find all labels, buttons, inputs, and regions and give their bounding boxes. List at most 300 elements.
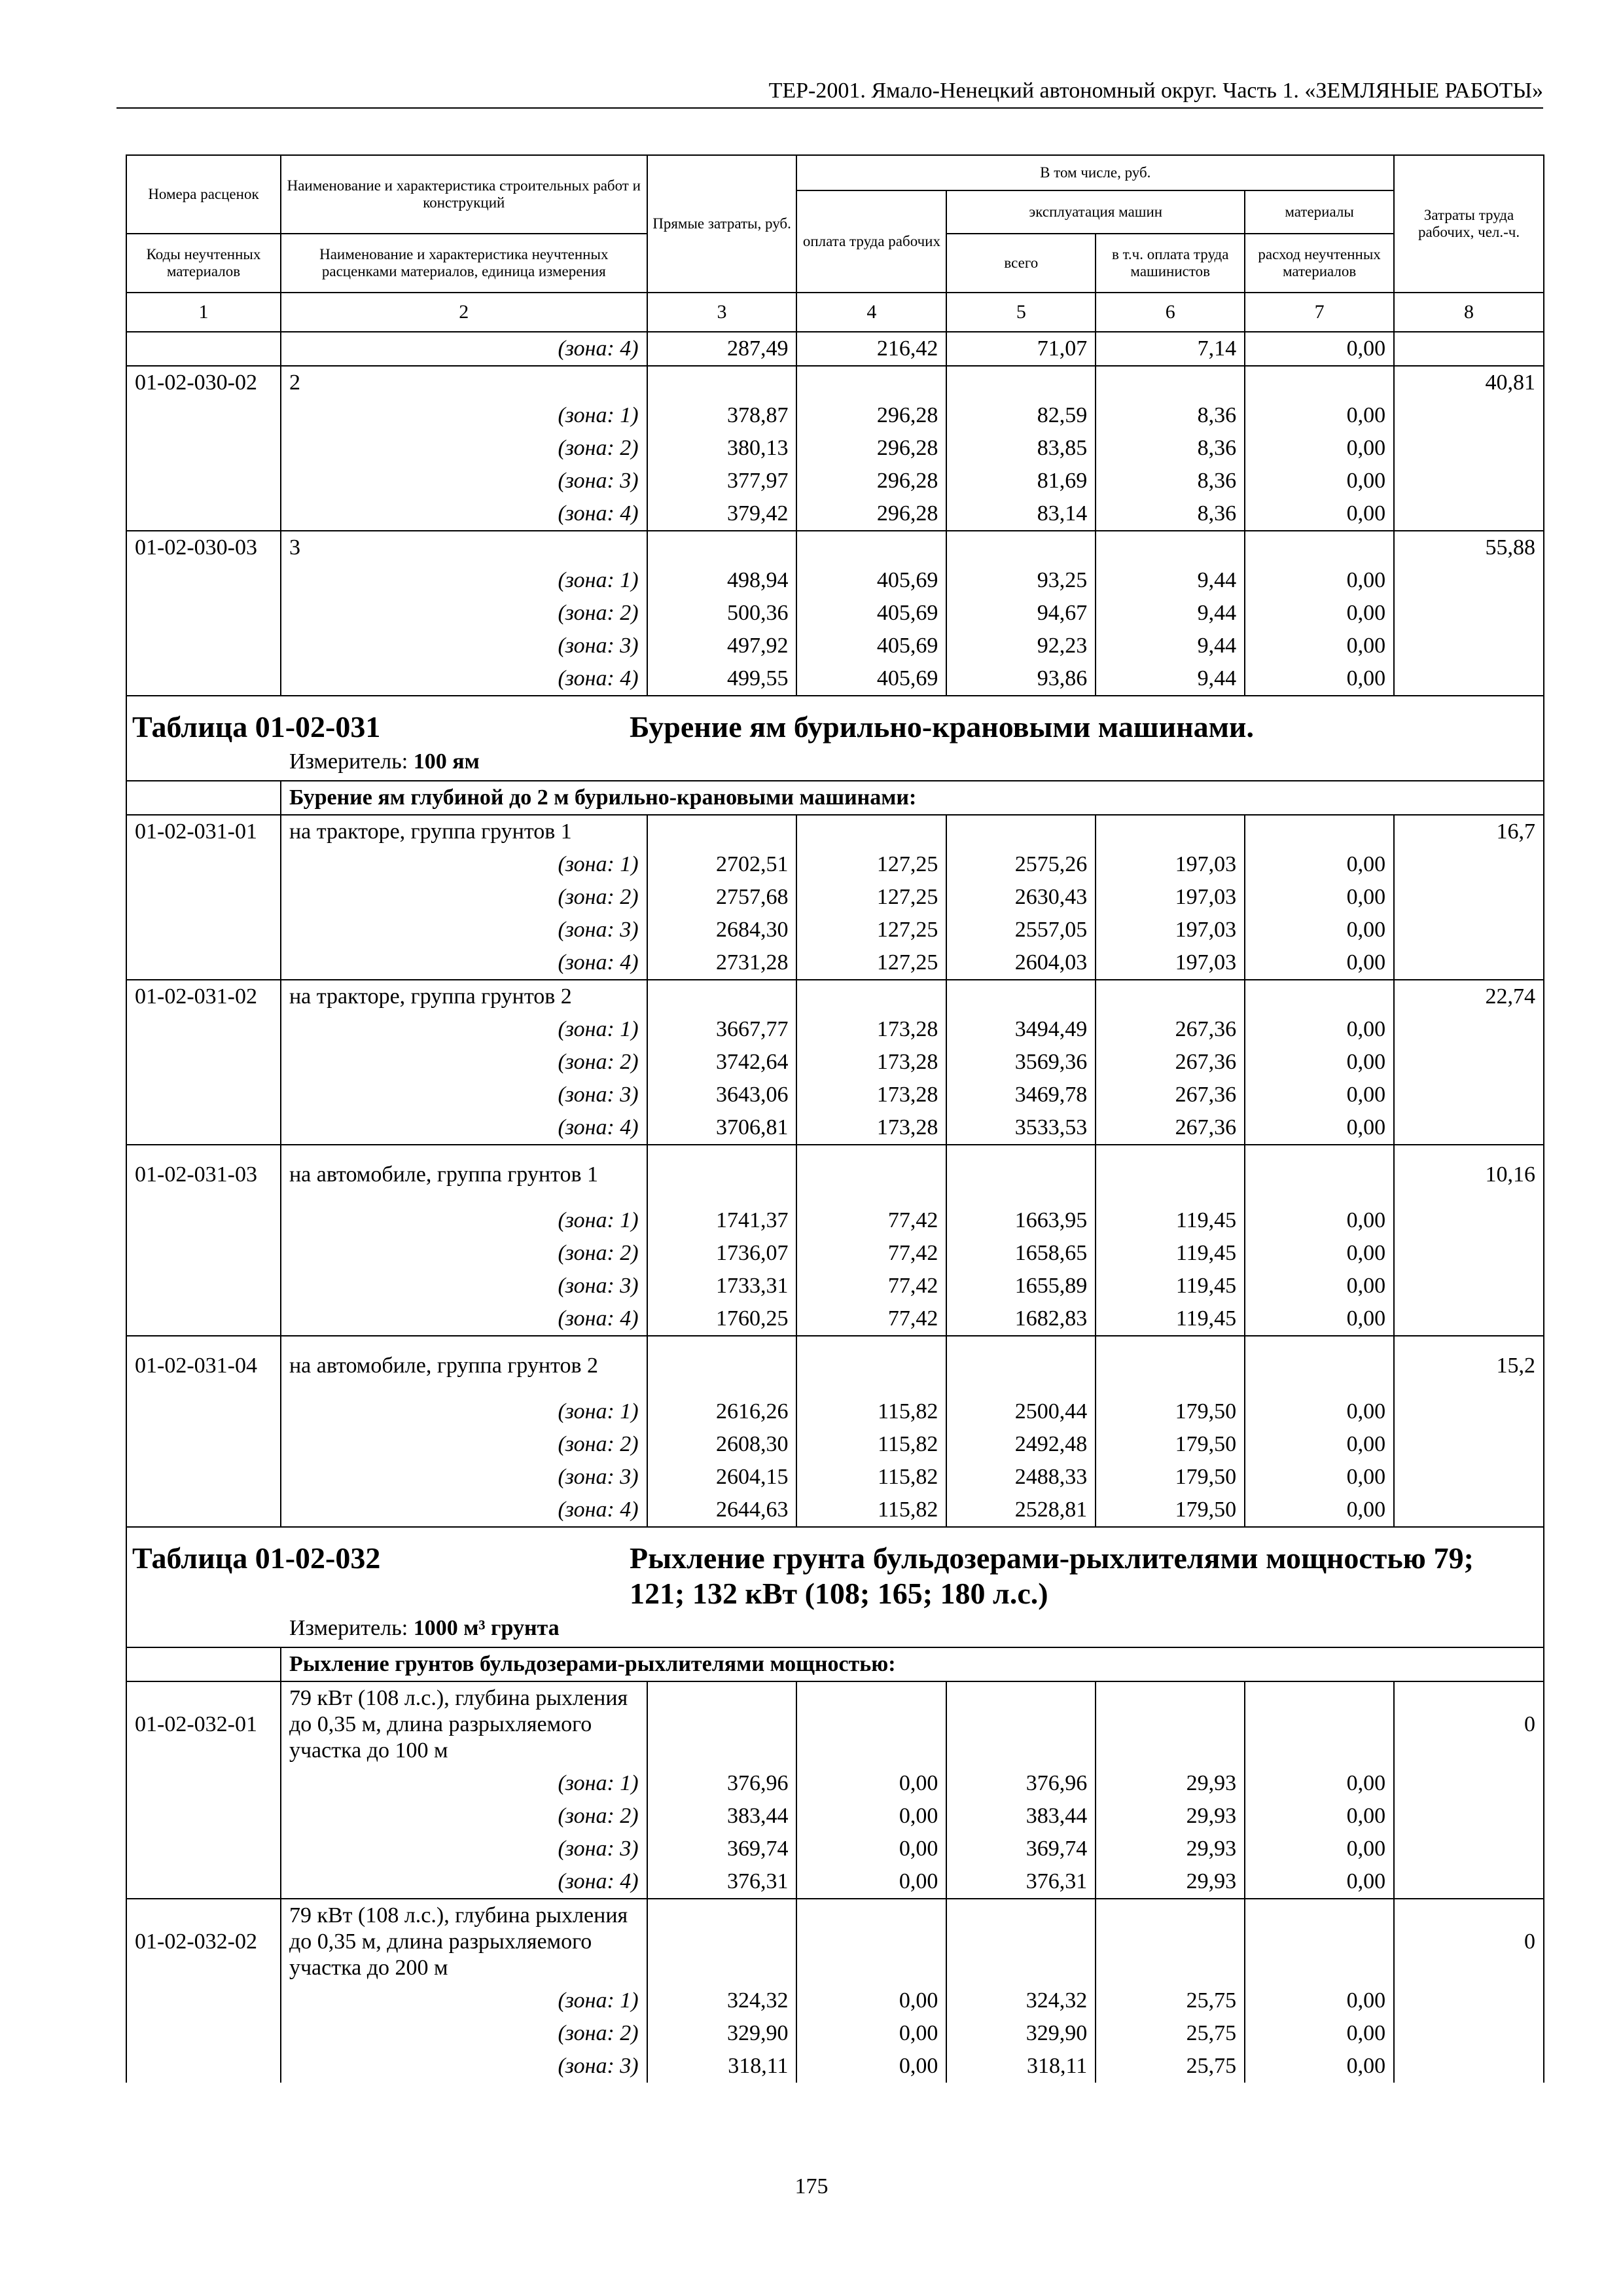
labor-value: 10,16 bbox=[1394, 1145, 1544, 1204]
code-cell bbox=[126, 597, 281, 630]
value-cell: 29,93 bbox=[1096, 1800, 1245, 1833]
value-cell: 0,00 bbox=[1245, 597, 1394, 630]
zone-row bbox=[126, 1767, 1544, 1800]
value-cell: 2702,51 bbox=[647, 848, 797, 881]
value-cell: 2608,30 bbox=[647, 1428, 797, 1461]
value-cell: 0,00 bbox=[796, 1767, 946, 1800]
value-cell: 0,00 bbox=[1245, 1111, 1394, 1145]
code-cell bbox=[126, 1270, 281, 1302]
code-cell bbox=[126, 1984, 281, 2017]
rate-name: на тракторе, группа грунтов 2 bbox=[281, 980, 647, 1013]
measure-unit bbox=[127, 1611, 1543, 1647]
code-cell bbox=[126, 1767, 281, 1800]
empty-cell bbox=[1245, 815, 1394, 848]
zone-row bbox=[126, 1395, 1544, 1428]
empty-cell bbox=[1096, 1336, 1245, 1395]
value-cell: 0,00 bbox=[1245, 1079, 1394, 1111]
value-cell: 2528,81 bbox=[946, 1494, 1096, 1527]
zone-row bbox=[126, 1494, 1544, 1527]
empty-cell bbox=[1245, 1681, 1394, 1767]
code-cell bbox=[126, 1237, 281, 1270]
value-cell: 3667,77 bbox=[647, 1013, 797, 1046]
zone-label: (зона: 1) bbox=[281, 1767, 647, 1800]
zone-row bbox=[126, 1237, 1544, 1270]
value-cell: 267,36 bbox=[1096, 1046, 1245, 1079]
value-cell: 93,86 bbox=[946, 662, 1096, 696]
value-cell: 9,44 bbox=[1096, 662, 1245, 696]
value-cell: 329,90 bbox=[647, 2017, 797, 2050]
empty-cell bbox=[946, 1681, 1096, 1767]
empty-cell bbox=[647, 366, 797, 399]
empty-cell bbox=[1096, 531, 1245, 564]
empty-cell bbox=[796, 815, 946, 848]
empty-cell bbox=[647, 1145, 797, 1204]
value-cell: 318,11 bbox=[946, 2050, 1096, 2083]
labor-cell bbox=[1394, 630, 1544, 662]
value-cell: 296,28 bbox=[796, 432, 946, 465]
value-cell: 329,90 bbox=[946, 2017, 1096, 2050]
code-cell bbox=[126, 399, 281, 432]
rate-name: на автомобиле, группа грунтов 1 bbox=[281, 1145, 647, 1204]
empty-cell bbox=[946, 815, 1096, 848]
empty-cell bbox=[1096, 1899, 1245, 1984]
value-cell: 3494,49 bbox=[946, 1013, 1096, 1046]
zone-row bbox=[126, 564, 1544, 597]
value-cell: 3533,53 bbox=[946, 1111, 1096, 1145]
code-cell bbox=[126, 914, 281, 946]
col3-header: Прямые затраты, руб. bbox=[647, 155, 797, 293]
value-cell: 3706,81 bbox=[647, 1111, 797, 1145]
zone-row bbox=[126, 662, 1544, 696]
labor-cell bbox=[1394, 1204, 1544, 1237]
code-cell bbox=[126, 1833, 281, 1865]
labor-cell bbox=[1394, 1395, 1544, 1428]
table-row bbox=[126, 366, 1544, 399]
value-cell: 127,25 bbox=[796, 914, 946, 946]
empty-cell bbox=[796, 531, 946, 564]
value-cell: 405,69 bbox=[796, 597, 946, 630]
value-cell: 77,42 bbox=[796, 1204, 946, 1237]
table-row bbox=[126, 1681, 1544, 1767]
table-row bbox=[126, 531, 1544, 564]
zone-label: (зона: 2) bbox=[281, 1428, 647, 1461]
value-cell: 500,36 bbox=[647, 597, 797, 630]
code-cell bbox=[126, 1013, 281, 1046]
rate-code: 01-02-032-01 bbox=[126, 1681, 281, 1767]
value-cell: 0,00 bbox=[1245, 1461, 1394, 1494]
value-cell: 2644,63 bbox=[647, 1494, 797, 1527]
value-cell: 378,87 bbox=[647, 399, 797, 432]
labor-cell bbox=[1394, 332, 1544, 366]
value-cell: 377,97 bbox=[647, 465, 797, 497]
code-cell bbox=[126, 1302, 281, 1336]
zone-label: (зона: 3) bbox=[281, 630, 647, 662]
zone-row bbox=[126, 1270, 1544, 1302]
code-cell bbox=[126, 630, 281, 662]
code-cell bbox=[126, 1461, 281, 1494]
zone-row bbox=[126, 1302, 1544, 1336]
rate-name: 79 кВт (108 л.с.), глубина рыхления до 0,35 м, длина разрыхляемого участка до 100 м bbox=[281, 1681, 647, 1767]
value-cell: 499,55 bbox=[647, 662, 797, 696]
value-cell: 383,44 bbox=[647, 1800, 797, 1833]
value-cell: 77,42 bbox=[796, 1270, 946, 1302]
value-cell: 25,75 bbox=[1096, 2017, 1245, 2050]
value-cell: 0,00 bbox=[1245, 1046, 1394, 1079]
value-cell: 0,00 bbox=[1245, 1302, 1394, 1336]
zone-label: (зона: 2) bbox=[281, 1800, 647, 1833]
code-cell bbox=[126, 332, 281, 366]
value-cell: 8,36 bbox=[1096, 432, 1245, 465]
measure-label: Измеритель: bbox=[289, 1616, 408, 1640]
value-cell: 324,32 bbox=[946, 1984, 1096, 2017]
table-title-row bbox=[126, 696, 1544, 781]
zone-row bbox=[126, 1984, 1544, 2017]
value-cell: 9,44 bbox=[1096, 630, 1245, 662]
value-cell: 2575,26 bbox=[946, 848, 1096, 881]
zone-label: (зона: 4) bbox=[281, 1494, 647, 1527]
value-cell: 324,32 bbox=[647, 1984, 797, 2017]
col-number: 5 bbox=[946, 293, 1096, 332]
zone-row bbox=[126, 399, 1544, 432]
value-cell: 0,00 bbox=[1245, 1984, 1394, 2017]
col5-header: всего bbox=[946, 234, 1096, 293]
zone-row bbox=[126, 1204, 1544, 1237]
page-number: 175 bbox=[794, 2174, 829, 2198]
labor-cell bbox=[1394, 399, 1544, 432]
labor-value: 0 bbox=[1394, 1681, 1544, 1767]
value-cell: 173,28 bbox=[796, 1013, 946, 1046]
value-cell: 376,96 bbox=[946, 1767, 1096, 1800]
value-cell: 0,00 bbox=[1245, 2050, 1394, 2083]
value-cell: 287,49 bbox=[647, 332, 797, 366]
value-cell: 1733,31 bbox=[647, 1270, 797, 1302]
empty-cell bbox=[1245, 531, 1394, 564]
rate-code: 01-02-032-02 bbox=[126, 1899, 281, 1984]
value-cell: 376,31 bbox=[946, 1865, 1096, 1899]
table-row bbox=[126, 1145, 1544, 1204]
value-cell: 29,93 bbox=[1096, 1767, 1245, 1800]
value-cell: 8,36 bbox=[1096, 497, 1245, 531]
zone-label: (зона: 1) bbox=[281, 1204, 647, 1237]
value-cell: 0,00 bbox=[1245, 881, 1394, 914]
value-cell: 77,42 bbox=[796, 1237, 946, 1270]
zone-label: (зона: 1) bbox=[281, 564, 647, 597]
value-cell: 2630,43 bbox=[946, 881, 1096, 914]
rate-name: 3 bbox=[281, 531, 647, 564]
value-cell: 379,42 bbox=[647, 497, 797, 531]
value-cell: 2492,48 bbox=[946, 1428, 1096, 1461]
zone-label: (зона: 4) bbox=[281, 1111, 647, 1145]
zone-row bbox=[126, 432, 1544, 465]
value-cell: 0,00 bbox=[796, 1800, 946, 1833]
measure-value: 1000 м³ грунта bbox=[413, 1616, 560, 1640]
zone-row bbox=[126, 1428, 1544, 1461]
zone-label: (зона: 4) bbox=[281, 332, 647, 366]
price-table bbox=[126, 154, 1544, 2083]
zone-label: (зона: 3) bbox=[281, 2050, 647, 2083]
measure-value: 100 ям bbox=[413, 749, 480, 774]
value-cell: 29,93 bbox=[1096, 1865, 1245, 1899]
value-cell: 0,00 bbox=[796, 1833, 946, 1865]
labor-cell bbox=[1394, 1494, 1544, 1527]
zone-row bbox=[126, 1013, 1544, 1046]
value-cell: 2604,03 bbox=[946, 946, 1096, 980]
value-cell: 8,36 bbox=[1096, 465, 1245, 497]
zone-label: (зона: 2) bbox=[281, 432, 647, 465]
value-cell: 0,00 bbox=[1245, 497, 1394, 531]
labor-cell bbox=[1394, 2050, 1544, 2083]
value-cell: 0,00 bbox=[1245, 332, 1394, 366]
value-cell: 369,74 bbox=[647, 1833, 797, 1865]
value-cell: 173,28 bbox=[796, 1111, 946, 1145]
measure-label: Измеритель: bbox=[289, 749, 408, 774]
zone-row bbox=[126, 2017, 1544, 2050]
labor-cell bbox=[1394, 1237, 1544, 1270]
zone-label: (зона: 3) bbox=[281, 914, 647, 946]
value-cell: 0,00 bbox=[1245, 1800, 1394, 1833]
value-cell: 0,00 bbox=[1245, 1204, 1394, 1237]
value-cell: 119,45 bbox=[1096, 1237, 1245, 1270]
zone-row bbox=[126, 630, 1544, 662]
empty-cell bbox=[946, 366, 1096, 399]
code-cell bbox=[126, 1800, 281, 1833]
value-cell: 318,11 bbox=[647, 2050, 797, 2083]
code-cell bbox=[126, 1494, 281, 1527]
zone-label: (зона: 4) bbox=[281, 1302, 647, 1336]
value-cell: 7,14 bbox=[1096, 332, 1245, 366]
value-cell: 3643,06 bbox=[647, 1079, 797, 1111]
value-cell: 0,00 bbox=[796, 1865, 946, 1899]
labor-value: 16,7 bbox=[1394, 815, 1544, 848]
zone-row bbox=[126, 914, 1544, 946]
col-number: 2 bbox=[281, 293, 647, 332]
group-empty bbox=[126, 1647, 281, 1681]
labor-cell bbox=[1394, 1111, 1544, 1145]
labor-cell bbox=[1394, 848, 1544, 881]
value-cell: 29,93 bbox=[1096, 1833, 1245, 1865]
table-row bbox=[126, 1899, 1544, 1984]
zone-label: (зона: 2) bbox=[281, 597, 647, 630]
value-cell: 0,00 bbox=[1245, 1494, 1394, 1527]
measure-unit bbox=[127, 745, 1543, 780]
value-cell: 0,00 bbox=[1245, 1013, 1394, 1046]
value-cell: 0,00 bbox=[1245, 946, 1394, 980]
zone-label: (зона: 3) bbox=[281, 465, 647, 497]
empty-cell bbox=[946, 980, 1096, 1013]
materials-header: материалы bbox=[1245, 190, 1394, 234]
value-cell: 0,00 bbox=[1245, 1237, 1394, 1270]
empty-cell bbox=[647, 531, 797, 564]
value-cell: 25,75 bbox=[1096, 2050, 1245, 2083]
value-cell: 93,25 bbox=[946, 564, 1096, 597]
zone-row bbox=[126, 1461, 1544, 1494]
value-cell: 497,92 bbox=[647, 630, 797, 662]
value-cell: 179,50 bbox=[1096, 1494, 1245, 1527]
empty-cell bbox=[1096, 815, 1245, 848]
value-cell: 197,03 bbox=[1096, 848, 1245, 881]
col-number: 1 bbox=[126, 293, 281, 332]
value-cell: 0,00 bbox=[1245, 1865, 1394, 1899]
table-title-cell bbox=[126, 696, 1544, 781]
labor-cell bbox=[1394, 1865, 1544, 1899]
code-cell bbox=[126, 662, 281, 696]
empty-cell bbox=[1245, 980, 1394, 1013]
table-title-cell bbox=[126, 1527, 1544, 1647]
value-cell: 2557,05 bbox=[946, 914, 1096, 946]
value-cell: 0,00 bbox=[1245, 564, 1394, 597]
value-cell: 369,74 bbox=[946, 1833, 1096, 1865]
zone-row bbox=[126, 881, 1544, 914]
labor-value: 0 bbox=[1394, 1899, 1544, 1984]
value-cell: 179,50 bbox=[1096, 1428, 1245, 1461]
empty-cell bbox=[796, 1336, 946, 1395]
code-cell bbox=[126, 848, 281, 881]
zone-row bbox=[126, 1865, 1544, 1899]
code-cell bbox=[126, 946, 281, 980]
value-cell: 2500,44 bbox=[946, 1395, 1096, 1428]
value-cell: 8,36 bbox=[1096, 399, 1245, 432]
machines-header: эксплуатация машин bbox=[946, 190, 1245, 234]
value-cell: 0,00 bbox=[796, 1984, 946, 2017]
value-cell: 83,85 bbox=[946, 432, 1096, 465]
col1-header-b: Коды неучтенных материалов bbox=[126, 234, 281, 293]
value-cell: 0,00 bbox=[1245, 399, 1394, 432]
value-cell: 197,03 bbox=[1096, 914, 1245, 946]
empty-cell bbox=[1245, 1899, 1394, 1984]
table-row bbox=[126, 1336, 1544, 1395]
value-cell: 173,28 bbox=[796, 1079, 946, 1111]
table-row bbox=[126, 980, 1544, 1013]
table-number: Таблица 01-02-032 bbox=[132, 1541, 381, 1575]
labor-cell bbox=[1394, 1461, 1544, 1494]
value-cell: 173,28 bbox=[796, 1046, 946, 1079]
zone-row bbox=[126, 848, 1544, 881]
value-cell: 296,28 bbox=[796, 497, 946, 531]
value-cell: 2731,28 bbox=[647, 946, 797, 980]
empty-cell bbox=[1245, 1145, 1394, 1204]
value-cell: 380,13 bbox=[647, 432, 797, 465]
value-cell: 296,28 bbox=[796, 399, 946, 432]
running-header: ТЕР-2001. Ямало-Ненецкий автономный округ. Часть 1. «ЗЕМЛЯНЫЕ РАБОТЫ» bbox=[116, 75, 1543, 109]
value-cell: 405,69 bbox=[796, 630, 946, 662]
value-cell: 0,00 bbox=[796, 2050, 946, 2083]
zone-label: (зона: 3) bbox=[281, 1079, 647, 1111]
labor-value: 55,88 bbox=[1394, 531, 1544, 564]
value-cell: 9,44 bbox=[1096, 564, 1245, 597]
labor-cell bbox=[1394, 881, 1544, 914]
labor-cell bbox=[1394, 1302, 1544, 1336]
value-cell: 25,75 bbox=[1096, 1984, 1245, 2017]
table-title: Рыхление грунта бульдозерами-рыхлителями мощностью 79; 121; 132 кВт (108; 165; 180 л.с.) bbox=[630, 1541, 1474, 1610]
rate-code: 01-02-031-03 bbox=[126, 1145, 281, 1204]
value-cell: 376,96 bbox=[647, 1767, 797, 1800]
labor-cell bbox=[1394, 1767, 1544, 1800]
labor-cell bbox=[1394, 662, 1544, 696]
code-cell bbox=[126, 465, 281, 497]
col7-header: расход неучтенных материалов bbox=[1245, 234, 1394, 293]
labor-cell bbox=[1394, 1079, 1544, 1111]
value-cell: 0,00 bbox=[1245, 848, 1394, 881]
zone-row bbox=[126, 1800, 1544, 1833]
empty-cell bbox=[796, 366, 946, 399]
labor-cell bbox=[1394, 1984, 1544, 2017]
zone-label: (зона: 3) bbox=[281, 1270, 647, 1302]
value-cell: 0,00 bbox=[1245, 1767, 1394, 1800]
value-cell: 2757,68 bbox=[647, 881, 797, 914]
col2-header-b: Наименование и характеристика неучтенных расценками материалов, единица измерения bbox=[281, 234, 647, 293]
col2-header-a: Наименование и характеристика строительных работ и конструкций bbox=[281, 155, 647, 234]
zone-row bbox=[126, 1833, 1544, 1865]
value-cell: 405,69 bbox=[796, 564, 946, 597]
labor-cell bbox=[1394, 1013, 1544, 1046]
value-cell: 0,00 bbox=[796, 2017, 946, 2050]
value-cell: 3469,78 bbox=[946, 1079, 1096, 1111]
value-cell: 0,00 bbox=[1245, 630, 1394, 662]
table-number: Таблица 01-02-031 bbox=[132, 710, 381, 744]
table-row bbox=[126, 815, 1544, 848]
labor-value: 40,81 bbox=[1394, 366, 1544, 399]
code-cell bbox=[126, 432, 281, 465]
labor-cell bbox=[1394, 914, 1544, 946]
value-cell: 127,25 bbox=[796, 946, 946, 980]
col4-header: оплата труда рабочих bbox=[796, 190, 946, 293]
zone-row bbox=[126, 1046, 1544, 1079]
zone-label: (зона: 1) bbox=[281, 1395, 647, 1428]
zone-row bbox=[126, 946, 1544, 980]
zone-label: (зона: 2) bbox=[281, 881, 647, 914]
col1-header-a: Номера расценок bbox=[126, 155, 281, 234]
zone-label: (зона: 2) bbox=[281, 1046, 647, 1079]
value-cell: 77,42 bbox=[796, 1302, 946, 1336]
zone-row bbox=[126, 597, 1544, 630]
empty-cell bbox=[1245, 1336, 1394, 1395]
value-cell: 267,36 bbox=[1096, 1079, 1245, 1111]
zone-row bbox=[126, 2050, 1544, 2083]
code-cell bbox=[126, 497, 281, 531]
rate-code: 01-02-031-02 bbox=[126, 980, 281, 1013]
rate-code: 01-02-031-04 bbox=[126, 1336, 281, 1395]
value-cell: 1682,83 bbox=[946, 1302, 1096, 1336]
empty-cell bbox=[796, 980, 946, 1013]
value-cell: 1658,65 bbox=[946, 1237, 1096, 1270]
zone-label: (зона: 4) bbox=[281, 497, 647, 531]
group-title: Рыхление грунтов бульдозерами-рыхлителями мощностью: bbox=[281, 1647, 1544, 1681]
value-cell: 2488,33 bbox=[946, 1461, 1096, 1494]
labor-cell bbox=[1394, 1428, 1544, 1461]
value-cell: 0,00 bbox=[1245, 432, 1394, 465]
value-cell: 197,03 bbox=[1096, 946, 1245, 980]
code-cell bbox=[126, 1079, 281, 1111]
value-cell: 405,69 bbox=[796, 662, 946, 696]
labor-cell bbox=[1394, 564, 1544, 597]
value-cell: 82,59 bbox=[946, 399, 1096, 432]
zone-label: (зона: 3) bbox=[281, 1461, 647, 1494]
zone-label: (зона: 4) bbox=[281, 662, 647, 696]
value-cell: 1736,07 bbox=[647, 1237, 797, 1270]
labor-cell bbox=[1394, 1270, 1544, 1302]
col-number: 6 bbox=[1096, 293, 1245, 332]
labor-cell bbox=[1394, 1833, 1544, 1865]
zone-label: (зона: 4) bbox=[281, 946, 647, 980]
value-cell: 115,82 bbox=[796, 1395, 946, 1428]
value-cell: 71,07 bbox=[946, 332, 1096, 366]
col8-header: Затраты труда рабочих, чел.-ч. bbox=[1394, 155, 1544, 293]
zone-label: (зона: 4) bbox=[281, 1865, 647, 1899]
rate-code: 01-02-030-03 bbox=[126, 531, 281, 564]
value-cell: 383,44 bbox=[946, 1800, 1096, 1833]
rate-name: 79 кВт (108 л.с.), глубина рыхления до 0,35 м, длина разрыхляемого участка до 200 м bbox=[281, 1899, 647, 1984]
value-cell: 1655,89 bbox=[946, 1270, 1096, 1302]
